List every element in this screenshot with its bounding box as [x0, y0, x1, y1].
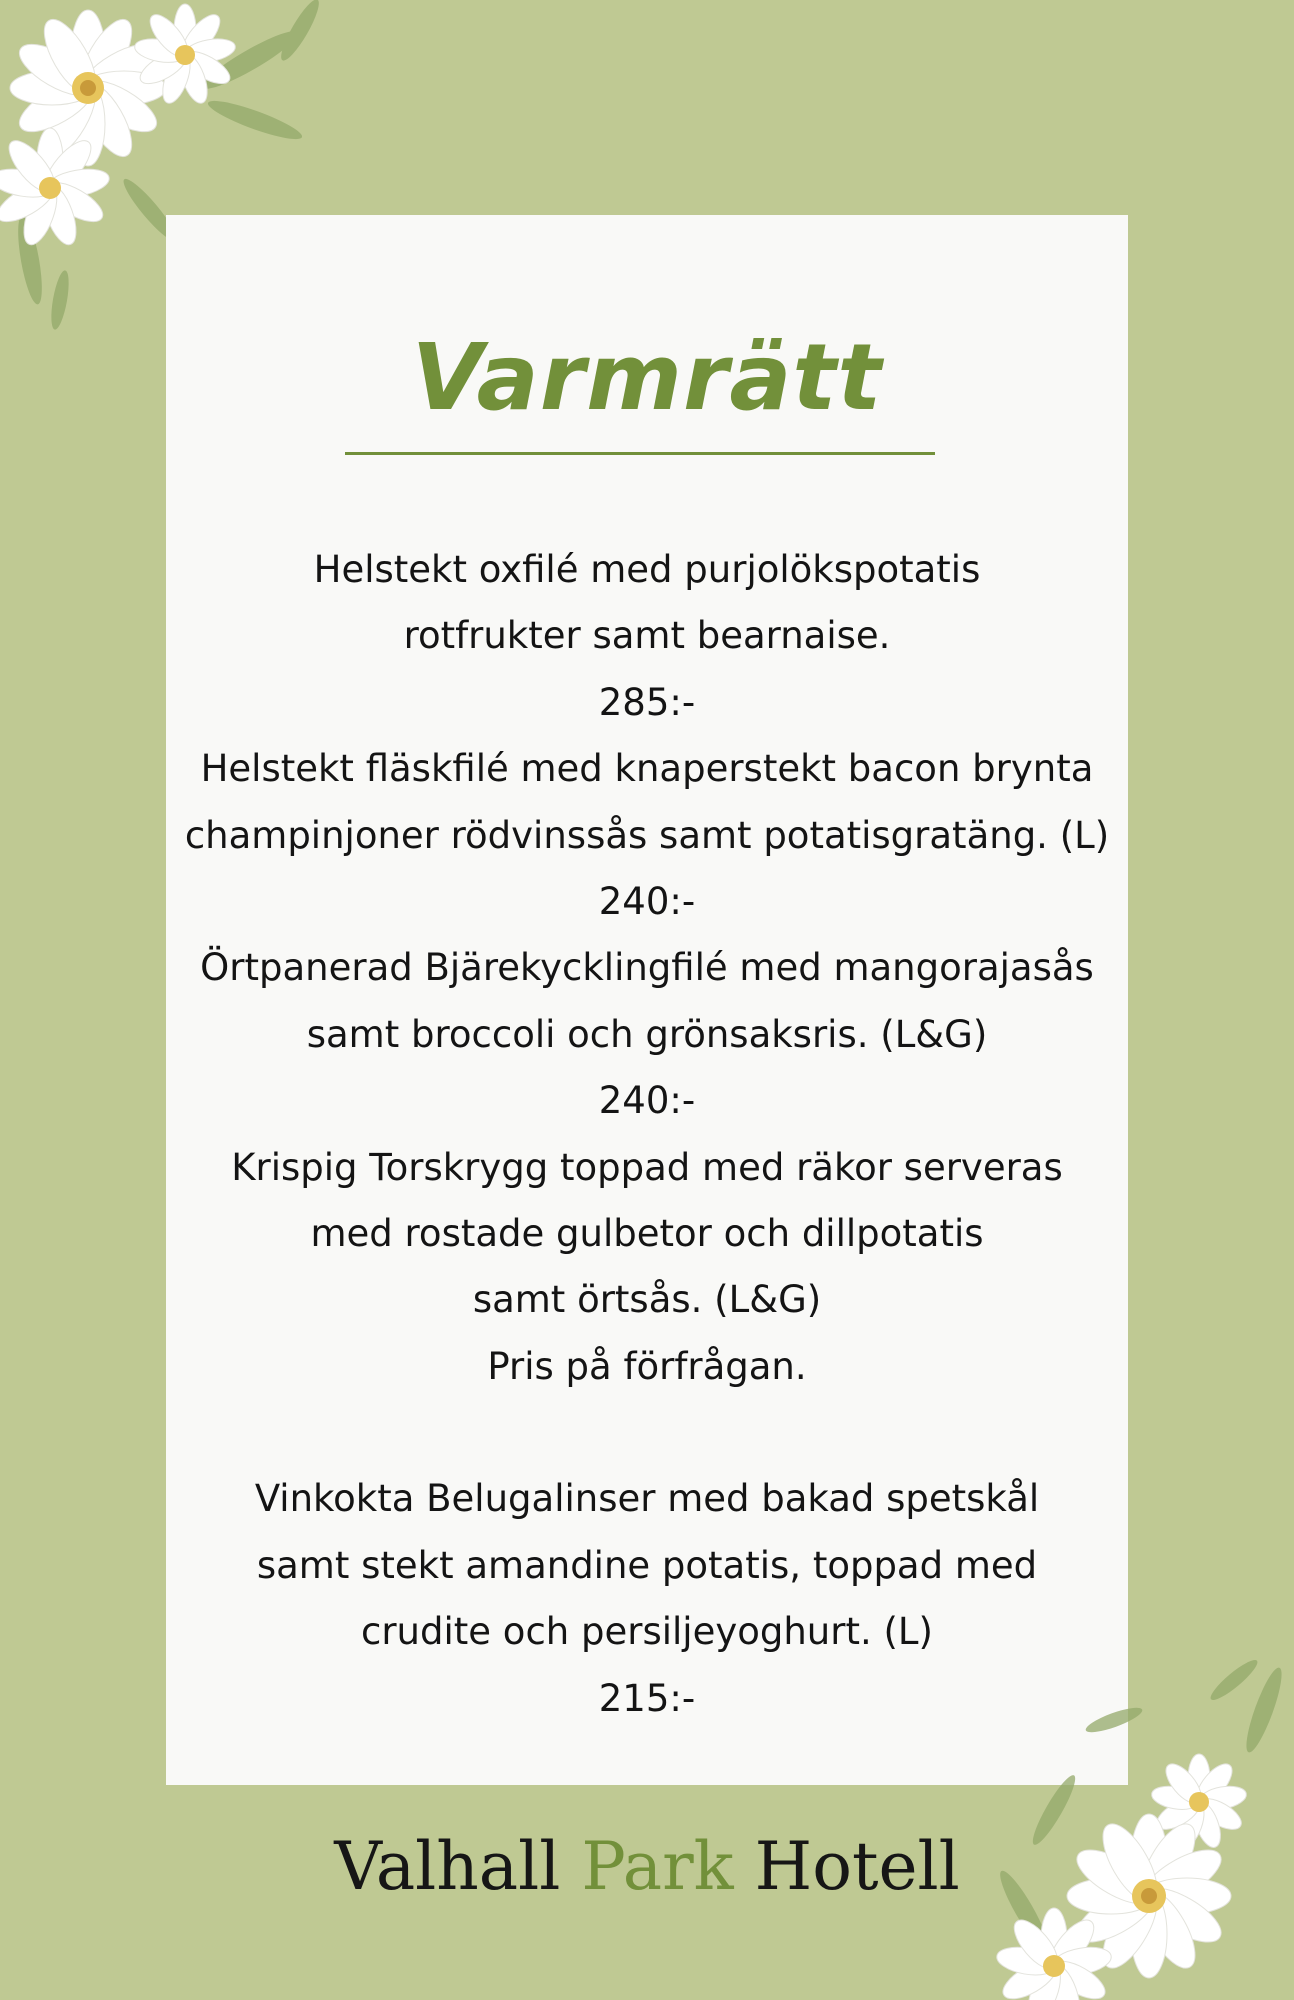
logo-word-park: Park — [581, 1828, 734, 1905]
menu-line: crudite och persiljeyoghurt. (L) — [361, 1610, 933, 1654]
menu-line: med rostade gulbetor och dillpotatis — [310, 1211, 984, 1255]
menu-line: samt stekt amandine potatis, toppad med — [256, 1543, 1038, 1587]
hotel-logo — [0, 1822, 1294, 1912]
daisy-flower-icon — [10, 10, 166, 166]
menu-price: Pris på förfrågan. — [487, 1344, 807, 1388]
menu-line: rotfrukter samt bearnaise. — [403, 614, 891, 658]
title-divider — [345, 452, 935, 455]
menu-spacer — [166, 1400, 1128, 1466]
menu-price: 240:- — [598, 1079, 696, 1123]
menu-line: Helstekt oxfilé med purjolökspotatis — [313, 548, 981, 591]
menu-line: Krispig Torskrygg toppad med räkor serveras — [231, 1145, 1063, 1189]
menu-price: 215:- — [598, 1676, 696, 1720]
menu-list — [166, 537, 1128, 1732]
menu-title: Varmrätt — [411, 324, 883, 431]
menu-line: Vinkokta Belugalinser med bakad spetskål — [254, 1477, 1040, 1521]
menu-price: 240:- — [598, 879, 696, 923]
daisy-flower-icon — [133, 4, 237, 107]
daisy-flower-icon — [0, 128, 111, 249]
menu-line: Örtpanerad Bjärekycklingfilé med mangorajasås — [200, 946, 1094, 990]
menu-price: 285:- — [598, 680, 696, 724]
menu-line: samt broccoli och grönsaksris. (L&G) — [306, 1012, 988, 1056]
menu-line: samt örtsås. (L&G) — [472, 1278, 822, 1322]
menu-line: champinjoner rödvinssås samt potatisgratäng. (L) — [184, 813, 1110, 857]
menu-line: Helstekt fläskfilé med knaperstekt bacon brynta — [200, 747, 1094, 791]
logo-word-hotell: Hotell — [754, 1828, 960, 1905]
daisy-flower-icon — [995, 1908, 1114, 2000]
logo-word-valhall: Valhall — [334, 1828, 561, 1905]
